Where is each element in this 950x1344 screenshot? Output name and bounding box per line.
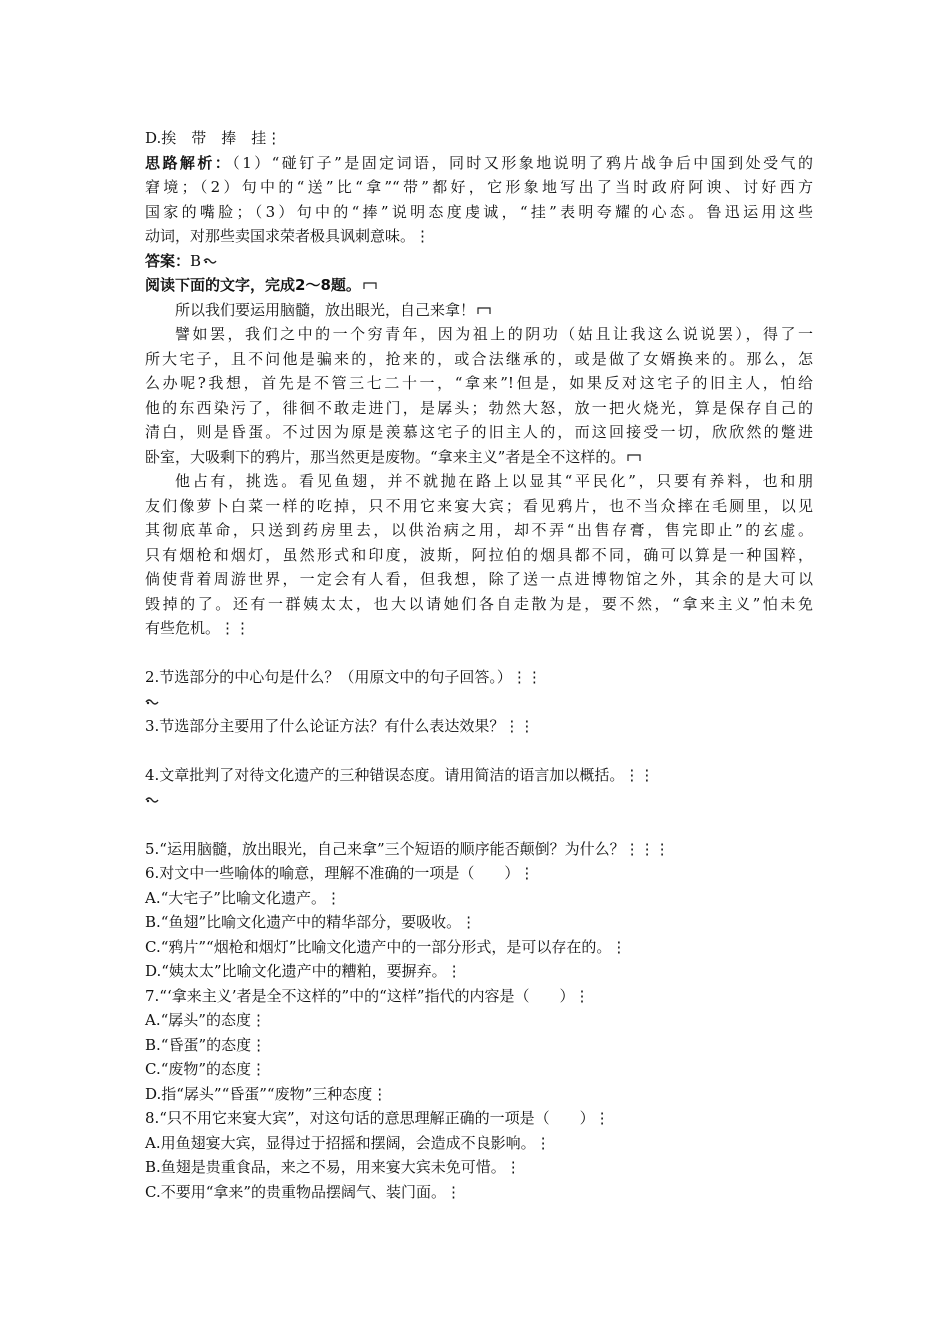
answer-value: B [190, 251, 202, 270]
question-7-option-c: C.“废物”的态度⋮ [145, 1060, 267, 1078]
question-8-stem: 8.“只不用它来宴大宾”，对这句话的意思理解正确的一项是（ ）⋮ [145, 1109, 610, 1127]
analysis-label: 思路解析： [145, 153, 233, 172]
question-2: 2.节选部分的中心句是什么？（用原文中的句子回答。）⋮⋮ [145, 668, 542, 686]
passage-p2-line-4: 他的东西染污了，徘徊不敢走进门，是孱头；勃然大怒，放一把火烧光，算是保存自己的 [145, 398, 813, 417]
analysis-line-1 [145, 151, 813, 176]
analysis-text-1: （1）“碰钉子”是固定词语，同时又形象地说明了鸦片战争后中国到处受气的 [232, 153, 813, 172]
question-6-option-b: B.“鱼翅”比喻文化遗产中的精华部分，要吸收。⋮ [145, 913, 477, 931]
analysis-line-4: 动词，对那些卖国求荣者极具讽刺意味。⋮ [145, 227, 431, 245]
question-6-stem: 6.对文中一些喻体的喻意，理解不准确的一项是（ ）⋮ [145, 864, 535, 882]
passage-p2-line-3: 么办呢?我想，首先是不管三七二十一，“拿来”!但是，如果反对这宅子的旧主人，怕给 [145, 374, 813, 392]
paragraph-mark-icon [627, 452, 639, 464]
passage-p1 [145, 298, 813, 323]
passage-p3-line-4: 只有烟枪和烟灯，虽然形式和印度，波斯，阿拉伯的烟具都不同，确可以算是一种国粹， [145, 545, 813, 564]
spacer [145, 739, 813, 764]
question-6-option-a: A.“大宅子”比喻文化遗产。⋮ [145, 888, 341, 907]
analysis-line-3: 国家的嘴脸；（3）句中的“捧”说明态度虔诚，“挂”表明夸耀的心态。鲁迅运用这些 [145, 202, 813, 221]
passage-p3-line-7: 有些危机。⋮⋮ [145, 619, 251, 637]
passage-p3-line-2: 友们像萝卜白菜一样的吃掉，只不用它来宴大宾；看见鸦片，也不当众摔在毛厕里，以见 [145, 496, 813, 515]
passage-p3-line-1: 他占有，挑选。看见鱼翅，并不就抛在路上以显其“平民化”，只要有养料，也和朋 [175, 472, 813, 490]
passage-p2-line-6 [145, 445, 813, 470]
question-2-mark [145, 690, 813, 715]
question-4-mark [145, 788, 813, 813]
link-mark-icon [145, 795, 157, 807]
passage-p3-line-3: 其彻底革命，只送到药房里去，以供治病之用，却不弄“出售存膏，售完即止”的玄虚。 [145, 521, 813, 539]
passage-p2-line-1: 譬如罢，我们之中的一个穷青年，因为祖上的阴功（姑且让我这么说说罢），得了一 [175, 325, 813, 343]
answer-label: 答案： [145, 251, 191, 270]
link-mark-icon [145, 697, 157, 709]
passage-p3-line-6: 毁掉的了。还有一群姨太太，也大以请她们各自走散为是，要不然，“拿来主义”怕未免 [145, 594, 813, 613]
spacer [145, 812, 813, 837]
reading-intro-line [145, 273, 813, 298]
paragraph-mark-icon [363, 280, 375, 292]
question-7-option-d: D.指“孱头”“昏蛋”“废物”三种态度⋮ [145, 1084, 388, 1103]
question-7-option-b: B.“昏蛋”的态度⋮ [145, 1035, 267, 1054]
link-mark-icon [203, 256, 215, 268]
question-8-option-b: B.鱼翅是贵重食品，来之不易，用来宴大宾未免可惜。⋮ [145, 1158, 521, 1176]
answer-line [145, 249, 813, 274]
analysis-line-2: 窘境；（2）句中的“送”比“拿”“带”都好，它形象地写出了当时政府阿谀、讨好西方 [145, 178, 813, 196]
question-6-option-d: D.“姨太太”比喻文化遗产中的糟粕，要摒弃。⋮ [145, 962, 462, 980]
question-4: 4.文章批判了对待文化遗产的三种错误态度。请用简洁的语言加以概括。⋮⋮ [145, 766, 655, 784]
reading-intro: 阅读下面的文字，完成2～8题。 [145, 276, 361, 294]
passage-p3-line-5: 倘使背着周游世界，一定会有人看，但我想，除了送一点进博物馆之外，其余的是大可以 [145, 570, 813, 588]
document-body [145, 126, 813, 1204]
passage-p2-line-2: 所大宅子，且不问他是骗来的，抢来的，或合法继承的，或是做了女婿换来的。那么，怎 [145, 349, 813, 368]
question-7-option-a: A.“孱头”的态度⋮ [145, 1011, 266, 1029]
question-5: 5.“运用脑髓，放出眼光，自己来拿”三个短语的顺序能否颠倒？为什么？⋮⋮⋮ [145, 839, 670, 858]
paragraph-mark-icon [477, 305, 489, 317]
question-8-option-c: C.不要用“拿来”的贵重物品摆阔气、装门面。⋮ [145, 1182, 462, 1201]
passage-p2-line-5: 清白，则是昏蛋。不过因为原是羡慕这宅子的旧主人的，而这回接受一切，欣欣然的蹩进 [145, 423, 813, 441]
question-8-option-a: A.用鱼翅宴大宾，显得过于招摇和摆阔，会造成不良影响。⋮ [145, 1133, 551, 1152]
question-7-stem: 7.“‘拿来主义’者是全不这样的”中的“这样”指代的内容是（ ）⋮ [145, 986, 590, 1005]
passage-p2-text-6: 卧室，大吸剩下的鸦片，那当然更是废物。“拿来主义”者是全不这样的。 [145, 447, 626, 466]
question-3: 3.节选部分主要用了什么论证方法？有什么表达效果？⋮⋮ [145, 717, 535, 735]
question-6-option-c: C.“鸦片”“烟枪和烟灯”比喻文化遗产中的一部分形式，是可以存在的。⋮ [145, 937, 627, 956]
passage-p1-text: 所以我们要运用脑髓，放出眼光，自己来拿！ [175, 300, 476, 319]
option-d-previous: D.挨 带 捧 挂⋮ [145, 129, 282, 147]
spacer [145, 641, 813, 666]
